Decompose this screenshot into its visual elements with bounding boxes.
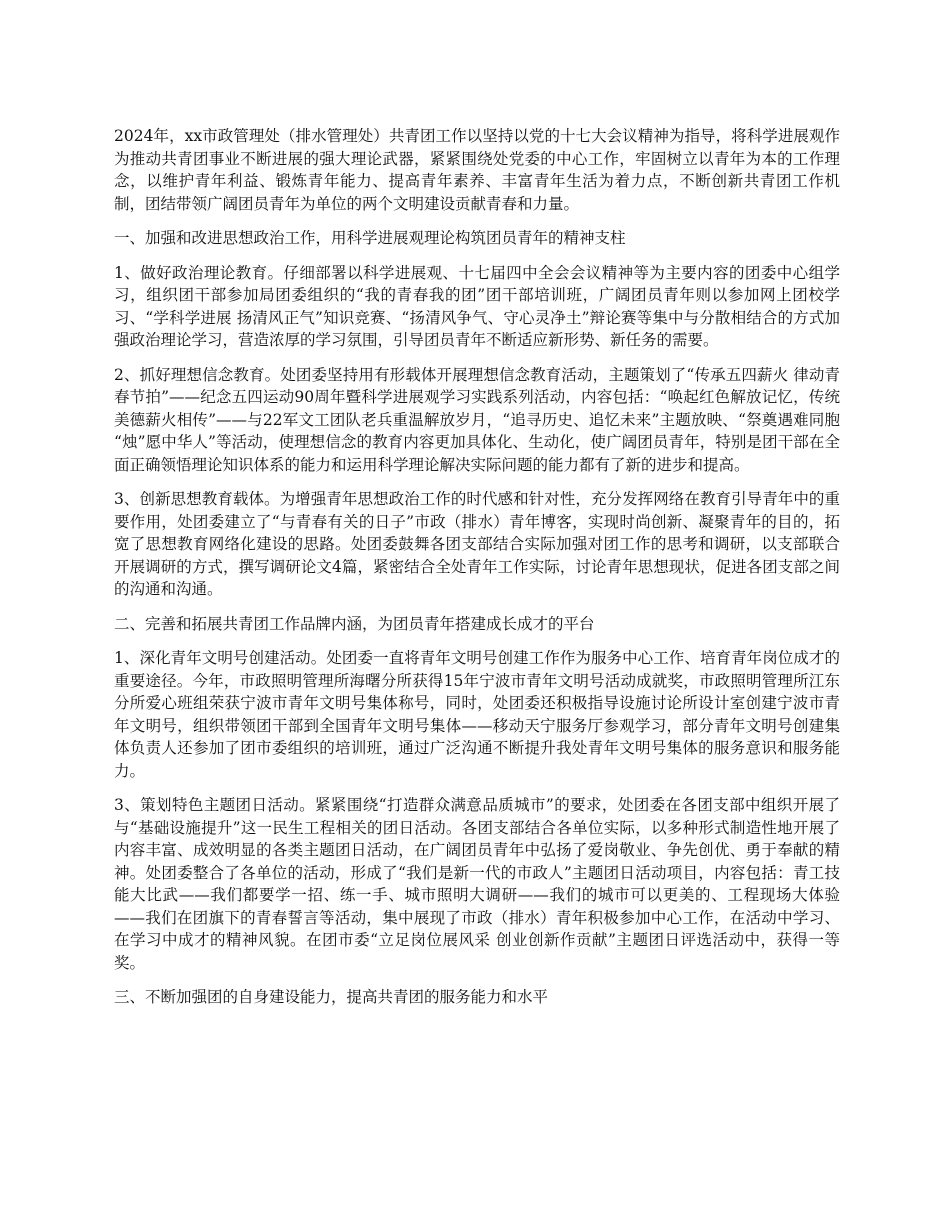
- paragraph-1-3: 3、创新思想教育载体。为增强青年思想政治工作的时代感和针对性，充分发挥网络在教育引导青年中的重要作用，处团委建立了“与青春有关的日子”市政（排水）青年博客，实现时尚创新、凝聚青年的目的，拓宽了思想教育网络化建设的思路。处团委鼓舞各团支部结合实际加强对团工作的思考和调研，以支部联合开展调研的方式，撰写调研论文4篇，紧密结合全处青年工作实际，讨论青年思想现状，促进各团支部之间的沟通和沟通。: [114, 490, 840, 598]
- intro-paragraph: 2024年，xx市政管理处（排水管理处）共青团工作以坚持以党的十七大会议精神为指导，将科学进展观作为推动共青团事业不断进展的强大理论武器，紧紧围绕处党委的中心工作，牢固树立以青年为本的工作理念，以维护青年利益、锻炼青年能力、提高青年素养、丰富青年生活为着力点，不断创新共青团工作机制，团结带领广阔团员青年为单位的两个文明建设贡献青春和力量。: [114, 127, 840, 213]
- section-heading-2: 二、完善和拓展共青团工作品牌内涵，为团员青年搭建成长成才的平台: [114, 614, 595, 633]
- document-body: [114, 125, 840, 1021]
- paragraph-1-1: 1、做好政治理论教育。仔细部署以科学进展观、十七届四中全会会议精神等为主要内容的团委中心组学习，组织团干部参加局团委组织的“我的青春我的团”团干部培训班，广阔团员青年则以参加网上团校学习、“学科学进展 扬清风正气”知识竞赛、“扬清风争气、守心灵净土”辩论赛等集中与分散相结合的方式加强政治理论学习，营造浓厚的学习氛围，引导团员青年不断适应新形势、新任务的需要。: [114, 263, 840, 349]
- paragraph-2-3: 3、策划特色主题团日活动。紧紧围绕“打造群众满意品质城市”的要求，处团委在各团支部中组织开展了与“基础设施提升”这一民生工程相关的团日活动。各团支部结合各单位实际，以多种形式制造性地开展了内容丰富、成效明显的各类主题团日活动，在广阔团员青年中弘扬了爱岗敬业、争先创优、勇于奉献的精神。处团委整合了各单位的活动，形成了“我们是新一代的市政人”主题团日活动项目，内容包括：青工技能大比武——我们都要学一招、练一手、城市照明大调研——我们的城市可以更美的、工程现场大体验——我们在团旗下的青春誓言等活动，集中展现了市政（排水）青年积极参加中心工作，在活动中学习、在学习中成才的精神风貌。在团市委“立足岗位展风采 创业创新作贡献”主题团日评选活动中，获得一等奖。: [114, 796, 840, 972]
- paragraph-2-1: 1、深化青年文明号创建活动。处团委一直将青年文明号创建工作作为服务中心工作、培育青年岗位成才的重要途径。今年，市政照明管理所海曙分所获得15年宁波市青年文明号活动成就奖，市政照明管理所江东分所爱心班组荣获宁波市青年文明号集体称号，同时，处团委还积极指导设施讨论所设计室创建宁波市青年文明号，组织带领团干部到全国青年文明号集体——移动天宁服务厅参观学习，部分青年文明号创建集体负责人还参加了团市委组织的培训班，通过广泛沟通不断提升我处青年文明号集体的服务意识和服务能力。: [114, 649, 840, 780]
- section-heading-1: 一、加强和改进思想政治工作，用科学进展观理论构筑团员青年的精神支柱: [114, 229, 626, 247]
- paragraph-1-2: 2、抓好理想信念教育。处团委坚持用有形载体开展理想信念教育活动，主题策划了“传承五四薪火 律动青春节拍”——纪念五四运动90周年暨科学进展观学习实践系列活动，内容包括：“唤起红色解放记忆，传统美德薪火相传”——与22军文工团队老兵重温解放岁月，“追寻历史、追忆未来”主题放映、“祭奠遇难同胞 “烛”愿中华人”等活动，使理想信念的教育内容更加具体化、生动化，使广阔团员青年，特别是团干部在全面正确领悟理论知识体系的能力和运用科学理论解决实际问题的能力都有了新的进步和提高。: [114, 365, 840, 474]
- section-heading-3: 三、不断加强团的自身建设能力，提高共青团的服务能力和水平: [114, 988, 549, 1006]
